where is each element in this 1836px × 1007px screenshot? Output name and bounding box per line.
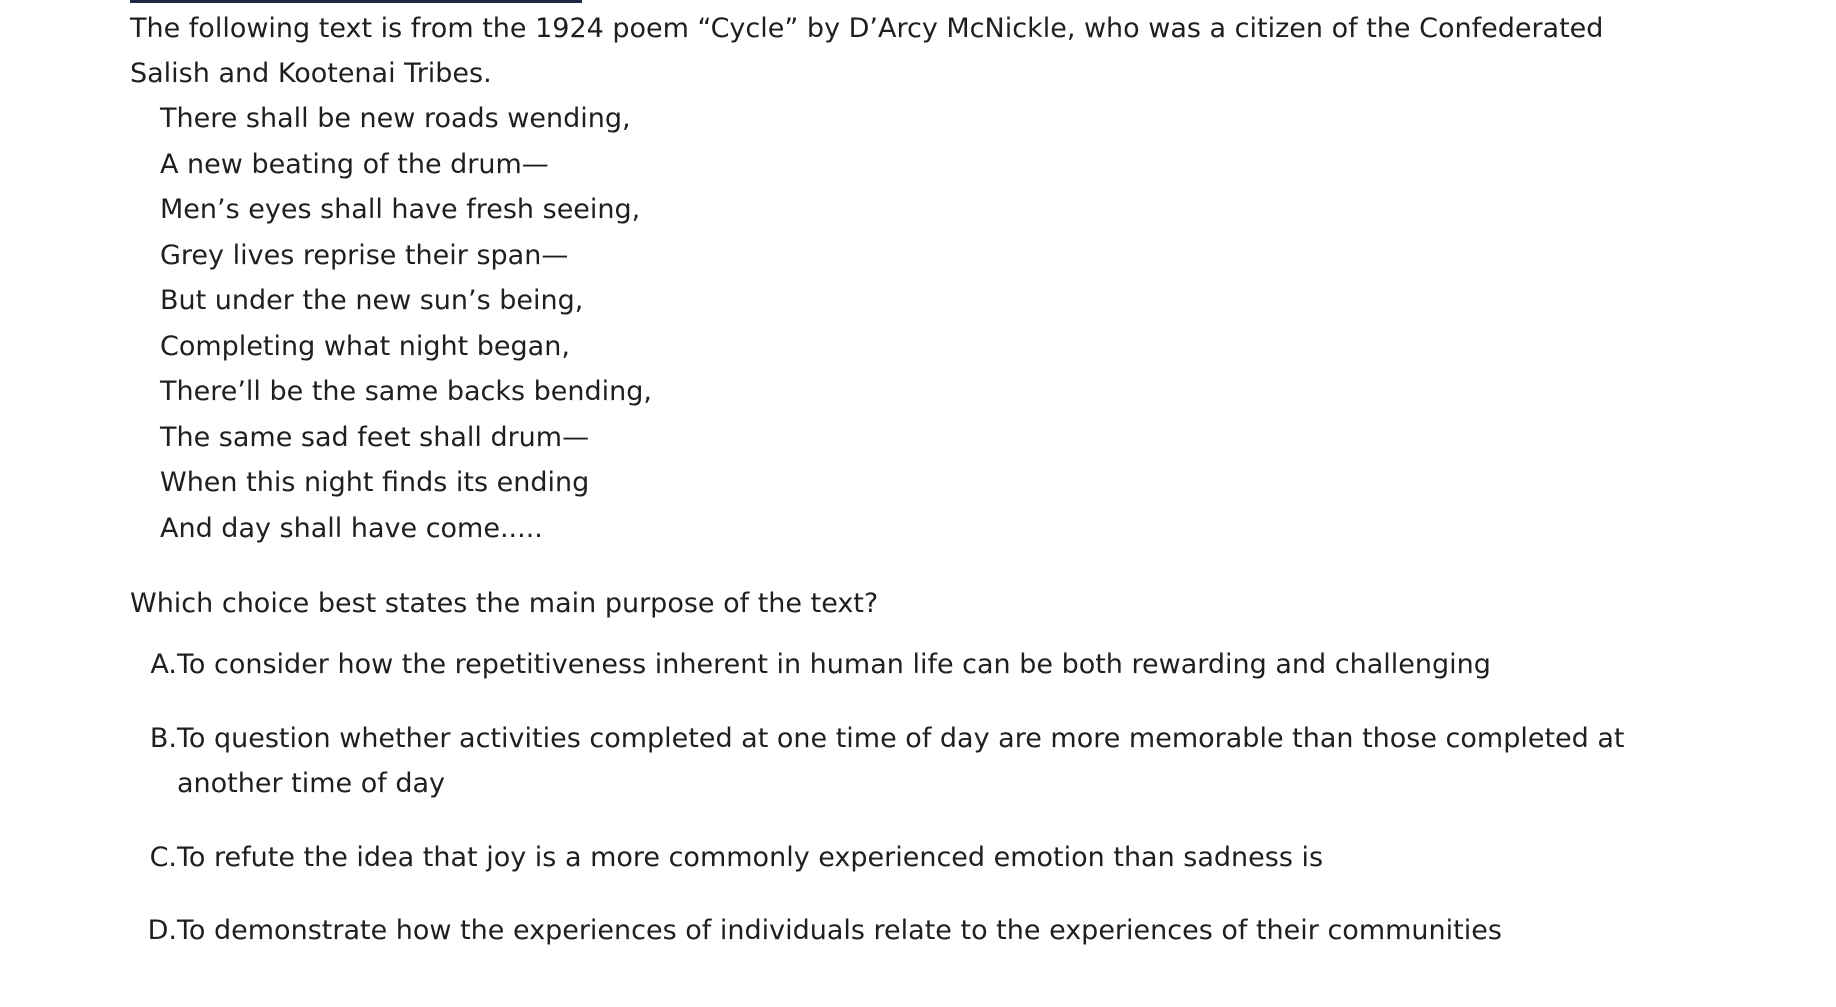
choice-text: To question whether activities completed at one time of day are more memorable than those completed at another time of day [177,722,1625,799]
top-divider [130,0,582,3]
poem-line: When this night finds its ending [160,467,590,498]
choice-text: To demonstrate how the experiences of individuals relate to the experiences of their communities [177,915,1502,946]
poem-line: A new beating of the drum— [160,148,549,180]
passage-intro: The following text is from the 1924 poem “Cycle” by D’Arcy McNickle, who was a citizen of the Confederated Salish and Kootenai Tribes. [130,13,1604,89]
poem-line: But under the new sun’s being, [160,285,584,316]
answer-choice-d[interactable] [130,908,1690,954]
answer-choice-c[interactable] [130,835,1690,881]
question-content [130,6,1690,982]
answer-choices [130,642,1690,954]
question-prompt: Which choice best states the main purpose of the text? [130,588,879,619]
answer-choice-a[interactable] [130,642,1690,688]
poem-line: Grey lives reprise their span— [160,239,569,271]
choice-text: To refute the idea that joy is a more commonly experienced emotion than sadness is [177,841,1324,873]
poem-line: The same sad feet shall drum— [160,421,590,453]
poem [130,96,1690,551]
choice-text: To consider how the repetitiveness inherent in human life can be both rewarding and challenging [177,649,1491,680]
poem-line: And day shall have come..... [160,512,543,544]
answer-choice-b[interactable] [130,716,1690,807]
poem-line: Men’s eyes shall have fresh seeing, [160,194,641,225]
choice-letter: B. [149,722,177,754]
choice-letter: D. [147,915,177,946]
choice-letter: A. [150,649,177,680]
poem-line: There shall be new roads wending, [160,103,631,134]
choice-letter: C. [149,841,177,873]
poem-line: There’ll be the same backs bending, [160,376,652,407]
poem-line: Completing what night began, [160,330,570,362]
